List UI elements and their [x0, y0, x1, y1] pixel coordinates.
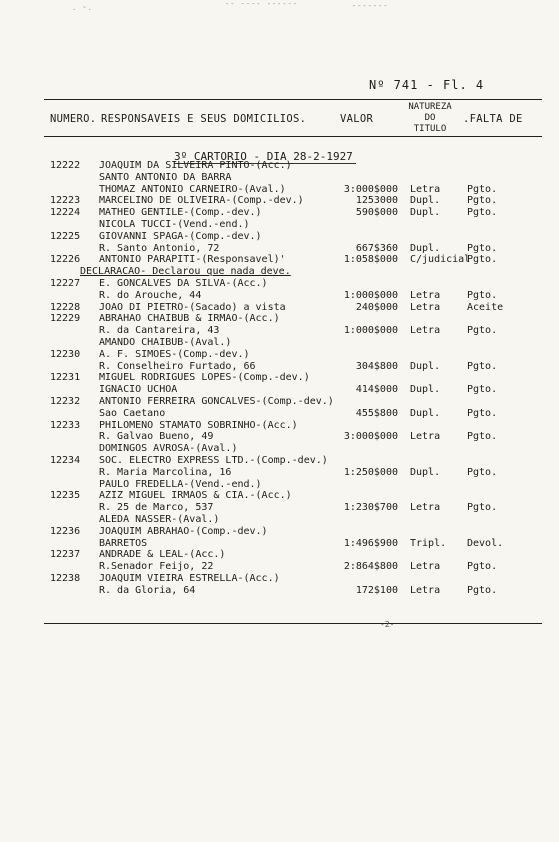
- list-item: [0, 302, 559, 314]
- entry-value: 1:000$000: [343, 289, 398, 301]
- list-item: [0, 337, 559, 349]
- list-item: [0, 443, 559, 455]
- entry-text: AMANDO CHAIBUB-(Aval.): [99, 336, 232, 348]
- list-item: [0, 538, 559, 550]
- entry-text: A. F. SIMOES-(Comp.-dev.): [99, 348, 250, 360]
- entry-number: 12237: [50, 549, 81, 561]
- entry-number: 12228: [50, 301, 81, 313]
- entry-nature: Dupl.: [410, 195, 441, 207]
- header-natureza: [400, 102, 460, 135]
- list-item: [0, 254, 559, 266]
- entry-reason: Pgto.: [467, 207, 498, 219]
- entry-reason: Aceite: [467, 301, 504, 313]
- top-right-mark: -------: [352, 2, 389, 10]
- header-numero: NUMERO.: [50, 113, 97, 125]
- list-item: [0, 561, 559, 573]
- entry-text: NICOLA TUCCI-(Vend.-end.): [99, 218, 250, 230]
- list-item: [0, 361, 559, 373]
- entry-nature: Letra: [410, 325, 441, 337]
- entry-text: R. 25 de Marco, 537: [99, 502, 214, 514]
- entry-number: 12224: [50, 207, 81, 219]
- entry-value: 304$800: [355, 360, 398, 372]
- entry-nature: Letra: [410, 301, 441, 313]
- list-item: [0, 455, 559, 467]
- entry-reason: Pgto.: [467, 584, 498, 596]
- entry-text: ANDRADE & LEAL-(Acc.): [99, 549, 226, 561]
- entry-reason: Pgto.: [467, 431, 498, 443]
- list-item: [0, 526, 559, 538]
- list-item: [0, 290, 559, 302]
- entry-value: 667$360: [355, 242, 398, 254]
- entry-text: ALEDA NASSER-(Aval.): [99, 513, 220, 525]
- list-item: [0, 585, 559, 597]
- entry-number: 12234: [50, 454, 81, 466]
- header-falta: .FALTA DE: [463, 113, 523, 125]
- entry-text: PAULO FREDELLA-(Vend.-end.): [99, 478, 262, 490]
- entry-value: 1:496$900: [343, 537, 398, 549]
- page-number: Nº 741 - Fl. 4: [369, 78, 485, 92]
- entry-text: ABRAHAO CHAIBUB & IRMAO-(Acc.): [99, 313, 280, 325]
- header-top-rule: [44, 99, 542, 100]
- list-item: [0, 420, 559, 432]
- entry-text: ANTONIO PARAPITI-(Responsavel)': [99, 254, 286, 266]
- footer-rule: [44, 623, 542, 624]
- list-item: [0, 514, 559, 526]
- entry-reason: Pgto.: [467, 195, 498, 207]
- entry-value: 240$000: [355, 301, 398, 313]
- list-item: [0, 431, 559, 443]
- entry-text: R.Senador Feijo, 22: [99, 561, 214, 573]
- entry-value: 1253000: [355, 195, 398, 207]
- list-item: [0, 502, 559, 514]
- entry-text: Sao Caetano: [99, 407, 166, 419]
- entry-text: R. Conselheiro Furtado, 66: [99, 360, 256, 372]
- top-center-mark: -- ---- ------: [225, 0, 299, 8]
- list-item: [0, 467, 559, 479]
- entry-number: 12238: [50, 572, 81, 584]
- entry-reason: Pgto.: [467, 242, 498, 254]
- entry-value: 172$100: [355, 584, 398, 596]
- entry-value: 2:864$800: [343, 561, 398, 573]
- entry-reason: Pgto.: [467, 466, 498, 478]
- entry-text: JOAQUIM VIEIRA ESTRELLA-(Acc.): [99, 572, 280, 584]
- entry-text: GIOVANNI SPAGA-(Comp.-dev.): [99, 230, 262, 242]
- header-natureza-line2: DO: [424, 113, 436, 123]
- header-responsaveis: RESPONSAVEIS E SEUS DOMICILIOS.: [101, 113, 307, 125]
- entry-value: 590$000: [355, 207, 398, 219]
- list-item: [0, 573, 559, 585]
- entry-nature: Tripl.: [410, 537, 447, 549]
- entry-nature: Letra: [410, 289, 441, 301]
- list-item: [0, 313, 559, 325]
- entry-text: R. Galvao Bueno, 49: [99, 431, 214, 443]
- entry-number: 12225: [50, 230, 81, 242]
- list-item: [0, 172, 559, 184]
- entry-nature: Dupl.: [410, 242, 441, 254]
- list-item: [0, 231, 559, 243]
- entries-list: [0, 160, 559, 596]
- header-natureza-line3: TITULO: [413, 124, 447, 134]
- entry-text: R. do Arouche, 44: [99, 289, 202, 301]
- entry-text: MATHEO GENTILE-(Comp.-dev.): [99, 207, 262, 219]
- entry-text: SANTO ANTONIO DA BARRA: [99, 171, 232, 183]
- entry-number: 12229: [50, 313, 81, 325]
- entry-text: IGNACIO UCHOA: [99, 384, 178, 396]
- entry-number: 12227: [50, 277, 81, 289]
- entry-text: SOC. ELECTRO EXPRESS LTD.-(Comp.-dev.): [99, 454, 328, 466]
- entry-text: JOAO DI PIETRO-(Sacado) a vista: [99, 301, 286, 313]
- entry-number: 12236: [50, 525, 81, 537]
- entry-text: E. GONCALVES DA SILVA-(Acc.): [99, 277, 268, 289]
- entry-text: R. da Gloria, 64: [99, 584, 196, 596]
- footer-mark: -2-: [380, 620, 395, 629]
- list-item: [0, 372, 559, 384]
- list-item: [0, 160, 559, 172]
- entry-number: 12231: [50, 372, 81, 384]
- entry-nature: Dupl.: [410, 360, 441, 372]
- top-left-mark: · ˘·: [72, 6, 93, 14]
- entry-text: JOAQUIM ABRAHAO-(Comp.-dev.): [99, 525, 268, 537]
- entry-number: 12235: [50, 490, 81, 502]
- entry-value: 3:000$000: [343, 431, 398, 443]
- entry-reason: Pgto.: [467, 183, 498, 195]
- entry-nature: Dupl.: [410, 207, 441, 219]
- list-item: [0, 549, 559, 561]
- entry-text: R. Santo Antonio, 72: [99, 242, 220, 254]
- entry-number: 12230: [50, 348, 81, 360]
- entry-text: DECLARACAO- Declarou que nada deve.: [80, 266, 291, 278]
- entry-nature: Dupl.: [410, 384, 441, 396]
- entry-nature: Letra: [410, 183, 441, 195]
- list-item: [0, 396, 559, 408]
- entry-nature: Dupl.: [410, 407, 441, 419]
- list-item: [0, 479, 559, 491]
- entry-reason: Pgto.: [467, 502, 498, 514]
- entry-text: PHILOMENO STAMATO SOBRINHO-(Acc.): [99, 419, 298, 431]
- list-item: [0, 349, 559, 361]
- list-item: [0, 243, 559, 255]
- entry-text: MARCELINO DE OLIVEIRA-(Comp.-dev.): [99, 195, 304, 207]
- entry-value: 1:250$000: [343, 466, 398, 478]
- list-item: [0, 219, 559, 231]
- entry-nature: Dupl.: [410, 466, 441, 478]
- entry-number: 12232: [50, 395, 81, 407]
- entry-nature: C/judicial: [410, 254, 471, 266]
- entry-reason: Pgto.: [467, 254, 498, 266]
- entry-reason: Pgto.: [467, 289, 498, 301]
- list-item: [0, 325, 559, 337]
- entry-text: BARRETOS: [99, 537, 148, 549]
- entry-number: 12233: [50, 419, 81, 431]
- list-item: [0, 184, 559, 196]
- entry-nature: Letra: [410, 561, 441, 573]
- entry-value: 1:058$000: [343, 254, 398, 266]
- list-item: [0, 278, 559, 290]
- entry-reason: Pgto.: [467, 407, 498, 419]
- header-bottom-rule: [44, 136, 542, 137]
- entry-value: 414$000: [355, 384, 398, 396]
- entry-reason: Pgto.: [467, 384, 498, 396]
- entry-text: ANTONIO FERREIRA GONCALVES-(Comp.-dev.): [99, 395, 334, 407]
- entry-value: 1:230$700: [343, 502, 398, 514]
- entry-nature: Letra: [410, 502, 441, 514]
- entry-value: 1:000$000: [343, 325, 398, 337]
- entry-number: 12223: [50, 195, 81, 207]
- list-item: [0, 408, 559, 420]
- entry-reason: Devol.: [467, 537, 504, 549]
- entry-number: 12226: [50, 254, 81, 266]
- entry-value: 455$800: [355, 407, 398, 419]
- list-item: [0, 195, 559, 207]
- entry-value: 3:000$000: [343, 183, 398, 195]
- entry-reason: Pgto.: [467, 561, 498, 573]
- entry-text: R. Maria Marcolina, 16: [99, 466, 232, 478]
- list-item: [0, 266, 559, 278]
- list-item: [0, 490, 559, 502]
- entry-text: JOAQUIM DA SILVEIRA PINTO-(Acc.): [99, 160, 292, 171]
- entry-text: DOMINGOS AVROSA-(Aval.): [99, 443, 238, 455]
- entry-reason: Pgto.: [467, 360, 498, 372]
- header-valor: VALOR: [340, 113, 374, 125]
- entry-text: R. da Cantareira, 43: [99, 325, 220, 337]
- section-title: 3º CARTORIO - DIA 28-2-1927: [174, 150, 353, 163]
- header-natureza-line1: NATUREZA: [408, 102, 452, 112]
- entry-text: THOMAZ ANTONIO CARNEIRO-(Aval.): [99, 183, 286, 195]
- entry-text: MIGUEL RODRIGUES LOPES-(Comp.-dev.): [99, 372, 310, 384]
- entry-nature: Letra: [410, 431, 441, 443]
- entry-number: 12222: [50, 160, 81, 171]
- entry-nature: Letra: [410, 584, 441, 596]
- entry-reason: Pgto.: [467, 325, 498, 337]
- entry-text: AZIZ MIGUEL IRMAOS & CIA.-(Acc.): [99, 490, 292, 502]
- list-item: [0, 384, 559, 396]
- list-item: [0, 207, 559, 219]
